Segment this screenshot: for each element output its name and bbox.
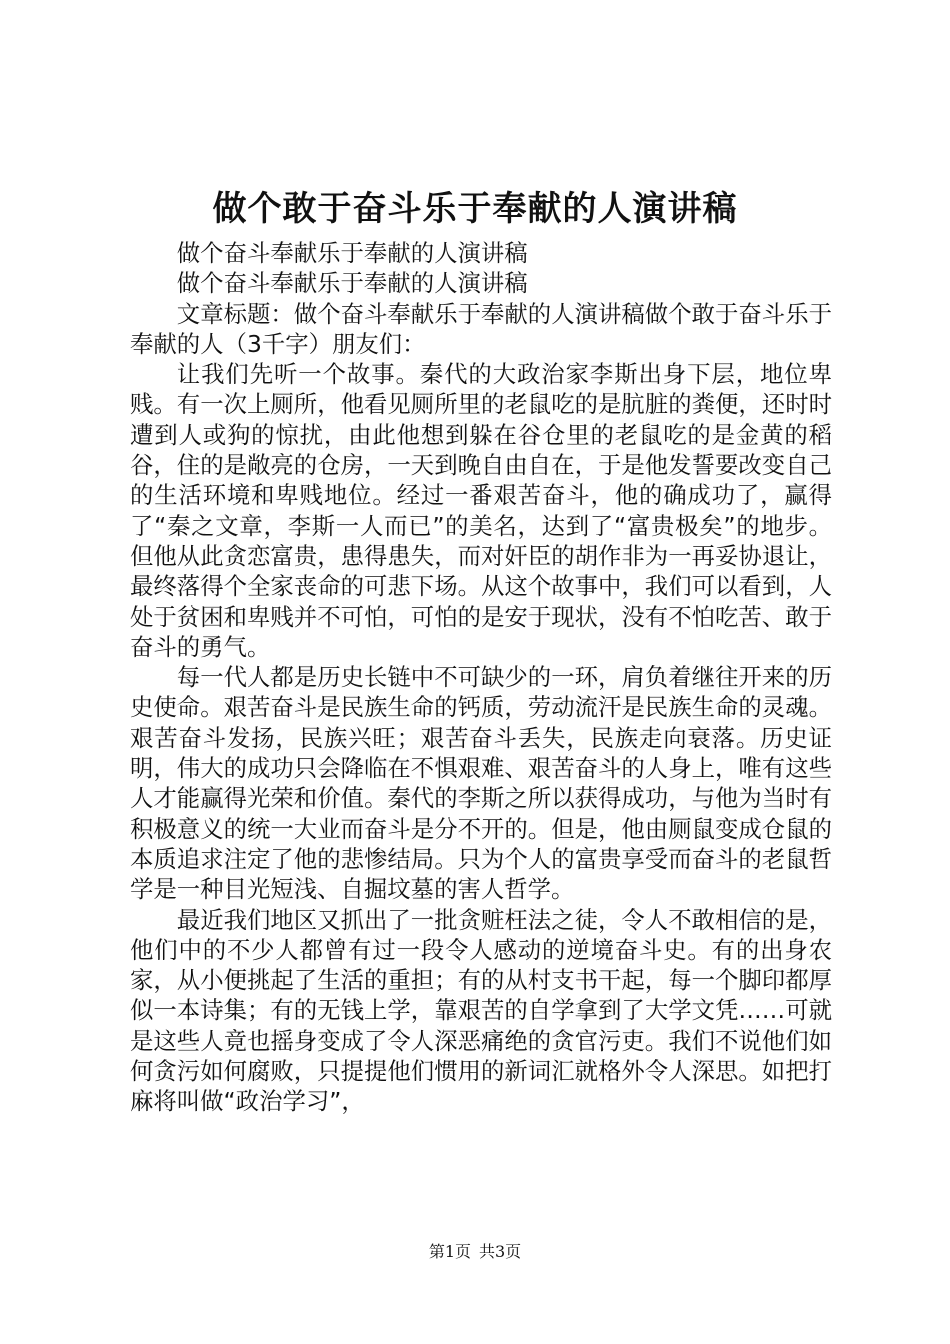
page-number: 第1页 [428, 1242, 471, 1261]
paragraph: 做个奋斗奉献乐于奉献的人演讲稿 [176, 269, 528, 298]
paragraph: 最近我们地区又抓出了一批贪赃枉法之徒，令人不敢相信的是，他们中的不少人都曾有过一段令人感动的逆境奋斗史。有的出身农家，从小便挑起了生活的重担；有的从村支书干起，每一个脚印都厚似一本诗集；有的无钱上学，靠艰苦的自学拿到了大学文凭……可就是这些人竟也摇身变成了令人深恶痛绝的贪官污吏。我们不说他们如何贪污如何腐败，只提提他们惯用的新词汇就格外令人深思。如把打麻将叫做“政治学习”， [130, 905, 832, 1116]
document-body [130, 238, 832, 1117]
page-footer [0, 1241, 950, 1263]
document-title: 做个敢于奋斗乐于奉献的人演讲稿 [212, 189, 738, 229]
paragraph: 让我们先听一个故事。秦代的大政治家李斯出身下层，地位卑贱。有一次上厕所，他看见厕所里的老鼠吃的是肮脏的粪便，还时时遭到人或狗的惊扰，由此他想到躲在谷仓里的老鼠吃的是金黄的稻谷，住的是敞亮的仓房，一天到晚自由自在，于是他发誓要改变自己的生活环境和卑贱地位。经过一番艰苦奋斗，他的确成功了，赢得了“秦之文章，李斯一人而已”的美名，达到了“富贵极矣”的地步。但他从此贪恋富贵，患得患失，而对奸臣的胡作非为一再妥协退让，最终落得个全家丧命的可悲下场。从这个故事中，我们可以看到，人处于贫困和卑贱并不可怕，可怕的是安于现状，没有不怕吃苦、敢于奋斗的勇气。 [130, 360, 832, 661]
paragraph: 每一代人都是历史长链中不可缺少的一环，肩负着继往开来的历史使命。艰苦奋斗是民族生命的钙质，劳动流汗是民族生命的灵魂。艰苦奋斗发扬，民族兴旺；艰苦奋斗丢失，民族走向衰落。历史证明，伟大的成功只会降临在不惧艰难、艰苦奋斗的人身上，唯有这些人才能赢得光荣和价值。秦代的李斯之所以获得成功，与他为当时有积极意义的统一大业而奋斗是分不开的。但是，他由厕鼠变成仓鼠的本质追求注定了他的悲惨结局。只为个人的富贵享受而奋斗的老鼠哲学是一种目光短浅、自掘坟墓的害人哲学。 [130, 663, 832, 904]
paragraph: 文章标题：做个奋斗奉献乐于奉献的人演讲稿做个敢于奋斗乐于奉献的人（3千字）朋友们： [130, 299, 832, 358]
paragraph: 做个奋斗奉献乐于奉献的人演讲稿 [176, 239, 528, 267]
page-total: 共3页 [479, 1242, 522, 1261]
